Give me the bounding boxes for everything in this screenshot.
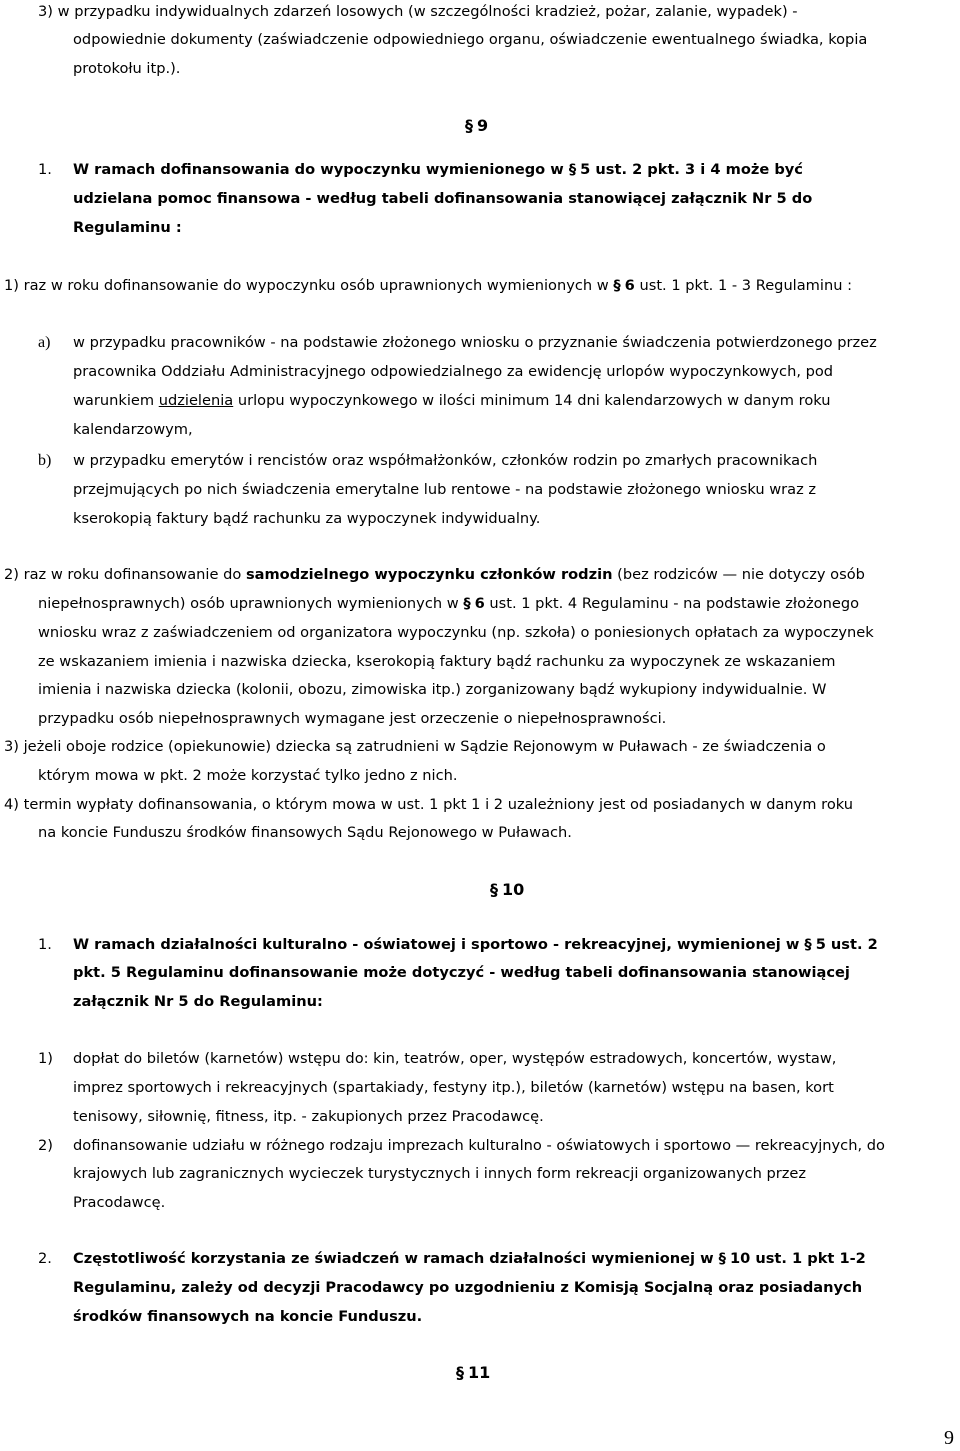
sec10-item-1-line-2: imprez sportowych i rekreacyjnych (spartakiady, festyny itp.), biletów (karnetów) wstępu na basen, kort [73,1079,834,1096]
sec10-item-2-marker: 2) [38,1137,53,1154]
sec9-item-a-line-1: w przypadku pracowników - na podstawie złożonego wniosku o przyznanie świadczenia potwierdzonego przez [73,334,877,351]
sec10-point-1-line-2: pkt. 5 Regulaminu dofinansowanie może dotyczyć - według tabeli dofinansowania stanowiącej [73,964,850,981]
item-3-line-2: odpowiednie dokumenty (zaświadczenie odpowiedniego organu, oświadczenie ewentualnego świadka, kopia [73,31,868,48]
sec9-item-a-line-4: kalendarzowym, [73,421,193,438]
section-sign: § [613,277,621,294]
section-heading-10: § 10 [490,880,525,899]
sec9-item-2-line-1: 2) raz w roku dofinansowanie do samodzielnego wypoczynku członków rodzin (bez rodziców — nie dotyczy osób [4,566,865,583]
item-3-line-3: protokołu itp.). [73,60,181,77]
section-heading-11: § 11 [456,1363,491,1382]
sec9-point-1-line-1: W ramach dofinansowania do wypoczynku wymienionego w § 5 ust. 2 pkt. 3 i 4 może być [73,161,803,178]
sec9-item-1: 1) raz w roku dofinansowanie do wypoczynku osób uprawnionych wymienionych w § 6 ust. 1 pkt. 1 - 3 Regulaminu : [4,277,853,294]
sec10-item-2-line-1: dofinansowanie udziału w różnego rodzaju imprezach kulturalno - oświatowych i sportowo — rekreacyjnych, do [73,1137,885,1154]
sec9-item-2-line-3: wniosku wraz z zaświadczeniem od organizatora wypoczynku (np. szkoła) o poniesionych opłatach za wypoczynek [38,624,874,641]
sec10-item-1-line-1: dopłat do biletów (karnetów) wstępu do: kin, teatrów, oper, występów estradowych, koncertów, wystaw, [73,1050,837,1067]
sec9-item-a-line-2: pracownika Oddziału Administracyjnego odpowiedzialnego za ewidencję urlopów wypoczynkowych, pod [73,363,834,380]
sec10-item-2-line-3: Pracodawcę. [73,1194,166,1211]
sec10-item-1-line-3: tenisowy, siłownię, fitness, itp. - zakupionych przez Pracodawcę. [73,1108,544,1125]
sec9-item-2-line-5: imienia i nazwiska dziecka (kolonii, obozu, zimowiska itp.) zorganizowany bądź wykupiony indywidualnie. W [38,681,827,698]
sec9-item-a-line-3: warunkiem udzielenia urlopu wypoczynkowego w ilości minimum 14 dni kalendarzowych w danym roku [73,392,831,409]
sec9-item-b-marker: b) [38,452,52,469]
sec9-item-4-line-2: na koncie Funduszu środków finansowych Sądu Rejonowego w Puławach. [38,824,572,841]
sec9-item-3-line-1: 3) jeżeli oboje rodzice (opiekunowie) dziecka są zatrudnieni w Sądzie Rejonowym w Puławach - ze świadczenia o [4,738,826,755]
sec9-item-2-line-4: ze wskazaniem imienia i nazwiska dziecka, kserokopią faktury bądź rachunku za wypoczynek ze wskazaniem [38,653,836,670]
sec10-point-2-marker: 2. [38,1250,52,1267]
sec9-item-2-line-6: przypadku osób niepełnosprawnych wymagane jest orzeczenie o niepełnosprawności. [38,710,667,727]
sec9-item-b-line-1: w przypadku emerytów i rencistów oraz współmałżonków, członków rodzin po zmarłych pracownikach [73,452,818,469]
sec10-point-1-marker: 1. [38,936,52,953]
sec9-item-a-marker: a) [38,334,51,351]
sec10-item-2-line-2: krajowych lub zagranicznych wycieczek turystycznych i innych form rekreacji organizowanych przez [73,1165,807,1182]
sec9-item-3-line-2: którym mowa w pkt. 2 może korzystać tylko jedno z nich. [38,767,458,784]
sec9-point-1-line-3: Regulaminu : [73,219,182,236]
item-3-line-1: 3) w przypadku indywidualnych zdarzeń losowych (w szczególności kradzież, pożar, zalanie, wypadek) - [38,3,798,20]
sec10-point-1-line-3: załącznik Nr 5 do Regulaminu: [73,993,323,1010]
sec9-item-b-line-2: przejmujących po nich świadczenia emerytalne lub rentowe - na podstawie złożonego wniosku wraz z [73,481,817,498]
sec10-item-1-marker: 1) [38,1050,53,1067]
page-number: 9 [944,1427,954,1449]
section-sign: § [463,595,471,612]
sec9-point-1-line-2: udzielana pomoc finansowa - według tabeli dofinansowania stanowiącej załącznik Nr 5 do [73,190,813,207]
sec9-item-b-line-3: kserokopią faktury bądź rachunku za wypoczynek indywidualny. [73,510,541,527]
section-sign: § [568,161,577,178]
sec10-point-1-line-1: W ramach działalności kulturalno - oświatowej i sportowo - rekreacyjnej, wymienionej w § 5 ust. 2 [73,936,878,953]
section-sign: § [804,936,812,953]
section-heading-9: § 9 [465,116,489,135]
sec9-item-4-line-1: 4) termin wypłaty dofinansowania, o którym mowa w ust. 1 pkt 1 i 2 uzależniony jest od posiadanych w danym roku [4,796,854,813]
sec10-point-2-line-3: środków finansowych na koncie Funduszu. [73,1308,423,1325]
sec9-point-1-marker: 1. [38,161,52,178]
sec9-item-2-line-2: niepełnosprawnych) osób uprawnionych wymienionych w § 6 ust. 1 pkt. 4 Regulaminu - na podstawie złożonego [38,595,860,612]
section-sign: § [718,1250,726,1267]
sec10-point-2-line-1: Częstotliwość korzystania ze świadczeń w ramach działalności wymienionej w § 10 ust. 1 pkt 1-2 [73,1250,866,1267]
sec10-point-2-line-2: Regulaminu, zależy od decyzji Pracodawcy po uzgodnieniu z Komisją Socjalną oraz posiadanych [73,1279,863,1296]
